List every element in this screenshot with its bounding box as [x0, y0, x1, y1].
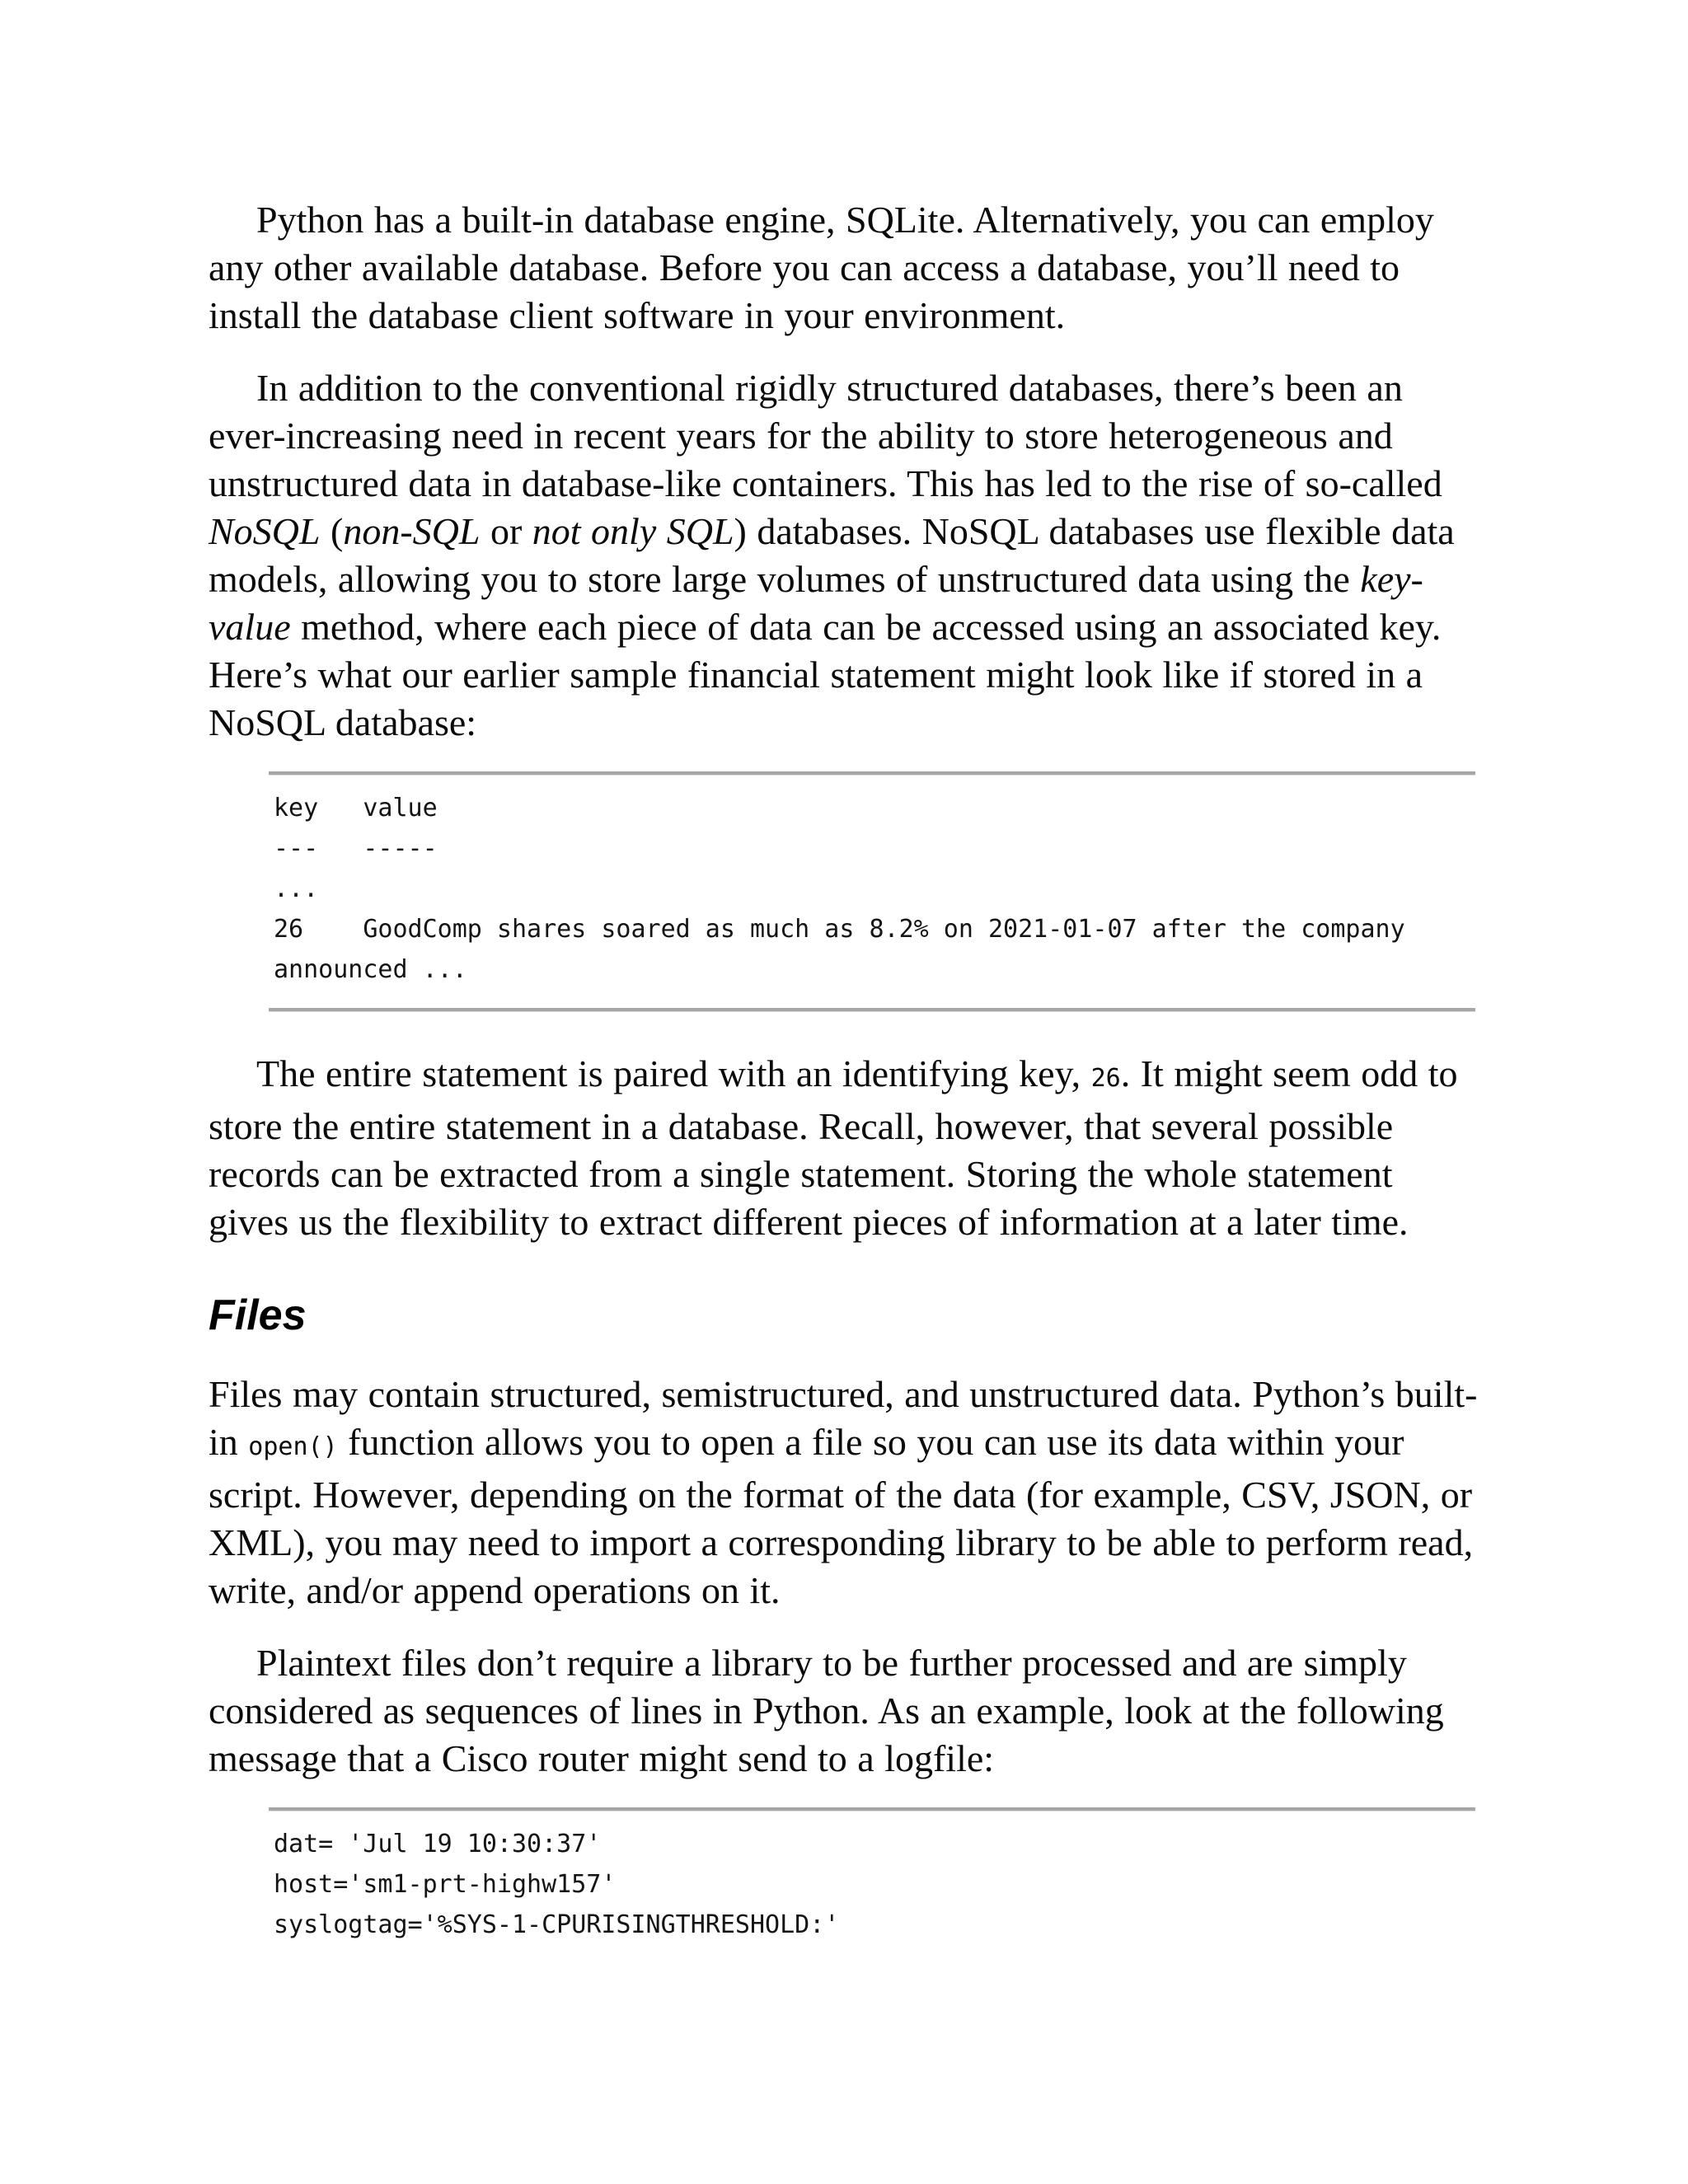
text-run-code: 26	[1090, 1064, 1121, 1093]
text-run-plain: or	[480, 510, 532, 552]
code-block-nosql-sample	[269, 771, 1475, 1012]
paragraph-identifying-key	[209, 1050, 1479, 1246]
text-run-plain: method, where each piece of data can be accessed using an associated key. Here’s what our earlier sample financial statement might look like if stored in a NoSQL database:	[209, 606, 1442, 743]
section-heading-files: Files	[209, 1291, 307, 1339]
text-run-plain: In addition to the conventional rigidly structured databases, there’s been an ever-increasing need in recent years for the ability to store heterogeneous and unstructured data in database-like containers. This has led to the rise of so-called	[209, 367, 1442, 504]
text-run-italic: key-value	[209, 558, 1423, 648]
code-line: key value	[274, 794, 438, 823]
code-line: host='sm1-prt-highw157'	[274, 1870, 617, 1899]
text-run-plain: (	[320, 510, 344, 552]
text-run-plain: Files may contain structured, semistructured, and unstructured data. Python’s built-in	[209, 1373, 1478, 1463]
text-run-italic: NoSQL	[209, 510, 321, 552]
text-run-plain: ) databases. NoSQL databases use flexible data models, allowing you to store large volumes of unstructured data using the	[209, 510, 1455, 600]
text-run-plain: The entire statement is paired with an identifying key,	[256, 1052, 1091, 1094]
code-block-bottom-rule	[269, 1008, 1475, 1012]
code-lines-nosql-sample	[269, 776, 1475, 1008]
text-run-italic: not only SQL	[532, 510, 734, 552]
paragraph-sqlite	[209, 196, 1479, 340]
text-run-plain: function allows you to open a file so you can use its data within your script. However, depending on the format of the data (for example, CSV, JSON, or XML), you may need to import a corresponding library to be able to perform read, write, and/or append operations on it.	[209, 1421, 1474, 1611]
text-run-italic: non-SQL	[343, 510, 481, 552]
text-run-plain: Python has a built-in database engine, SQLite. Alternatively, you can employ any other available database. Before you can access a database, you’ll need to install the database client software in your environment.	[209, 199, 1434, 336]
text-run-code: open()	[248, 1432, 338, 1461]
code-line: --- -----	[274, 834, 438, 863]
paragraph-plaintext	[209, 1639, 1479, 1783]
text-run-plain: Plaintext files don’t require a library to be further processed and are simply considered as sequences of lines in Python. As an example, look at the following message that a Cisco router might send to a logfile:	[209, 1642, 1444, 1779]
code-line: syslogtag='%SYS-1-CPURISINGTHRESHOLD:'	[274, 1910, 840, 1939]
code-line: 26 GoodComp shares soared as much as 8.2% on 2021-01-07 after the company	[274, 915, 1405, 944]
code-line: dat= 'Jul 19 10:30:37'	[274, 1830, 602, 1858]
code-block-cisco-log	[269, 1807, 1475, 1963]
paragraph-files-intro	[209, 1371, 1479, 1615]
text-run-plain: . It might seem odd to store the entire statement in a database. Recall, however, that several possible records can be extracted from a single statement. Storing the whole statement gives us the flexibility to extract different pieces of information at a later time.	[209, 1052, 1458, 1243]
paragraph-nosql	[209, 364, 1479, 747]
code-line: ...	[274, 874, 319, 903]
code-line: announced ...	[274, 955, 467, 984]
code-lines-cisco-log	[269, 1811, 1475, 1963]
